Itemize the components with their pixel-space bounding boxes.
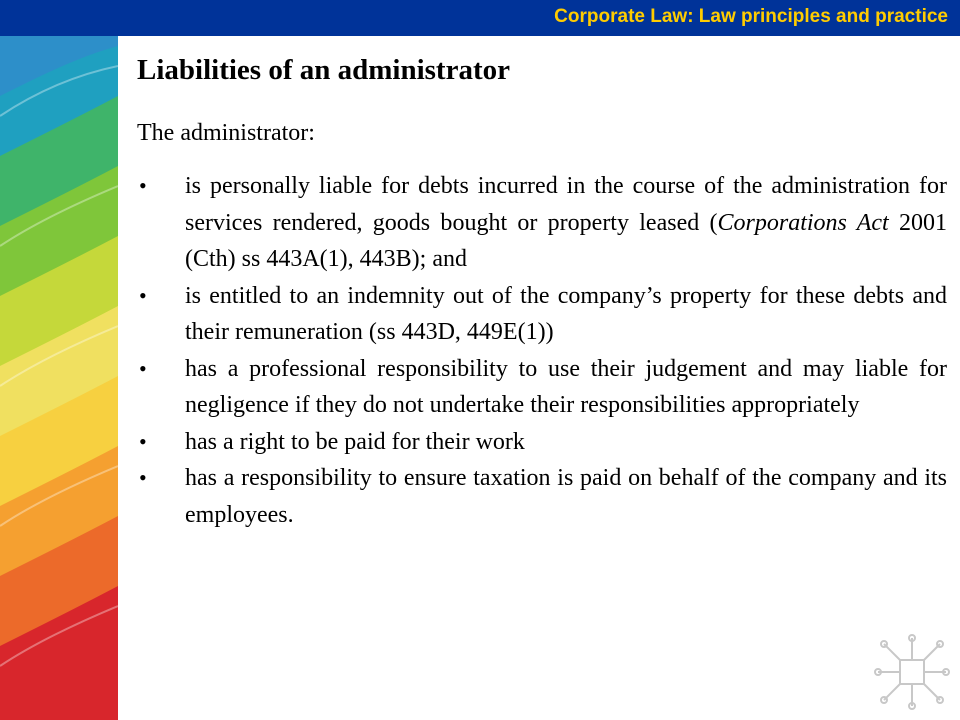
network-nodes-icon (874, 634, 950, 710)
bullet-list (137, 168, 947, 533)
bullet-text: has a responsibility to ensure taxation is paid on behalf of the company and its employees. (185, 465, 947, 528)
bullet-item (137, 460, 947, 533)
bullet-text: has a professional responsibility to use their judgement and may liable for negligence if they do not undertake their responsibilities appropriately (185, 355, 947, 418)
bullet-glyph: • (139, 173, 147, 198)
bullet-item (137, 278, 947, 351)
rainbow-paper-art (0, 36, 118, 720)
intro-text: The administrator: (137, 120, 315, 146)
bullet-text: has a right to be paid for their work (185, 428, 525, 455)
header-bar (0, 0, 960, 36)
slide-content (137, 50, 947, 533)
bullet-item (137, 424, 947, 461)
slide-title: Liabilities of an administrator (137, 54, 510, 86)
bullet-item (137, 351, 947, 424)
bullet-glyph: • (139, 282, 147, 308)
bullet-text: is entitled to an indemnity out of the company’s property for these debts and their remuneration (ss 443D, 449E(1)) (185, 282, 947, 345)
bullet-italic-text: Corporations Act (717, 209, 889, 236)
course-title: Corporate Law: Law principles and practice (554, 6, 948, 27)
bullet-text-tail: 2001 (Cth) ss 443A(1), 443B); and (185, 209, 948, 272)
bullet-glyph: • (139, 465, 147, 490)
bullet-text: is personally liable for debts incurred in the course of the administration for services rendered, goods bought or property leased ( (185, 173, 947, 236)
bullet-glyph: • (139, 355, 147, 381)
bullet-item (137, 168, 947, 278)
bullet-glyph: • (139, 428, 147, 454)
